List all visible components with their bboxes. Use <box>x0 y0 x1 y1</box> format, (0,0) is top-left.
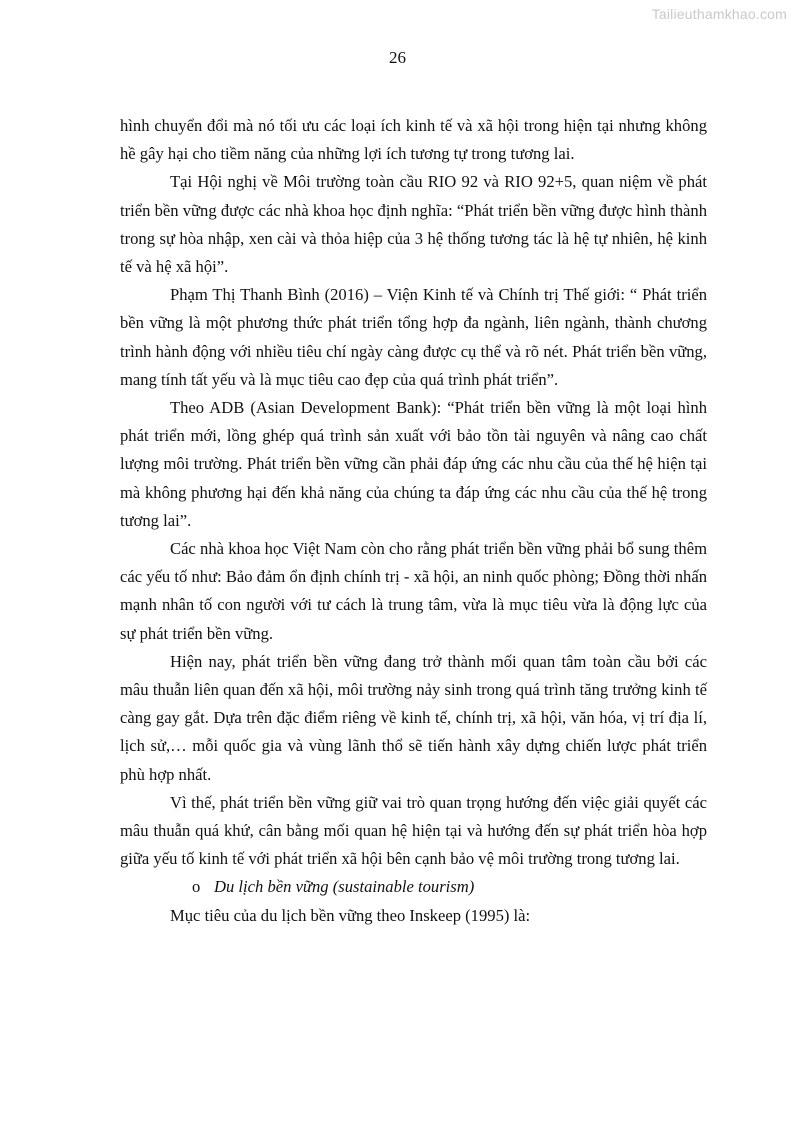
paragraph-adb-definition: Theo ADB (Asian Development Bank): “Phát triển bền vững là một loại hình phát triển mới, lồng ghép quá trình sản xuất với bảo tồn tài nguyên và nâng cao chất lượng môi trường. Phát triển bền vững cần phải đáp ứng các nhu cầu của thế hệ hiện tại mà không phương hại đến khả năng của chúng ta đáp ứng các nhu cầu của thế hệ trong tương lai”. <box>120 398 707 530</box>
bullet-heading: Du lịch bền vững (sustainable tourism) <box>214 877 475 897</box>
paragraph-current-concerns: Hiện nay, phát triển bền vững đang trở thành mối quan tâm toàn cầu bởi các mâu thuẫn liên quan đến xã hội, môi trường nảy sinh trong quá trình tăng trưởng kinh tế càng gay gắt. Dựa trên đặc điểm riêng về kinh tế, chính trị, xã hội, văn hóa, vị trí địa lí, lịch sử,… mỗi quốc gia và vùng lãnh thổ sẽ tiến hành xây dựng chiến lược phát triển phù hợp nhất. <box>120 651 707 784</box>
paragraph-vietnam-scientists: Các nhà khoa học Việt Nam còn cho rằng phát triển bền vững phải bổ sung thêm các yếu tố như: Bảo đảm ổn định chính trị - xã hội, an ninh quốc phòng; Đồng thời nhấn mạnh nhân tố con người với tư cách là trung tâm, vừa là mục tiêu vừa là động lực của sự phát triển bền vững. <box>120 539 707 643</box>
watermark: Tailieuthamkhao.com <box>651 6 787 22</box>
paragraph-continuation: hình chuyển đổi mà nó tối ưu các loại ích kinh tế và xã hội trong hiện tại nhưng không hề gây hại cho tiềm năng của những lợi ích tương tự trong tương lai. <box>120 116 707 164</box>
bullet-item-sustainable-tourism <box>120 873 707 901</box>
bullet-circle-icon: o <box>192 877 201 897</box>
paragraph-rio-definition: Tại Hội nghị về Môi trường toàn cầu RIO 92 và RIO 92+5, quan niệm về phát triển bền vững được các nhà khoa học định nghĩa: “Phát triển bền vững được hình thành trong sự hòa nhập, xen cài và thỏa hiệp của 3 hệ thống tương tác là hệ tự nhiên, hệ kinh tế và hệ xã hội”. <box>120 172 707 277</box>
paragraph-role-of-sustainability: Vì thế, phát triển bền vững giữ vai trò quan trọng hướng đến việc giải quyết các mâu thuẫn quá khứ, cân bằng mối quan hệ hiện tại và hướng đến sự phát triển hòa hợp giữa yếu tố kinh tế với phát triển xã hội bên cạnh bảo vệ môi trường trong tương lai. <box>120 792 707 869</box>
paragraph-pham-thi-thanh-binh: Phạm Thị Thanh Bình (2016) – Viện Kinh tế và Chính trị Thế giới: “ Phát triển bền vững là một phương thức phát triển tổng hợp đa ngành, liên ngành, thành chương trình hành động với nhiều tiêu chí ngày càng được cụ thể và rõ nét. Phát triển bền vững, mang tính tất yếu và là mục tiêu cao đẹp của quá trình phát triển”. <box>120 285 707 389</box>
document-body <box>120 112 707 930</box>
paragraph-inskeep-goals: Mục tiêu của du lịch bền vững theo Inskeep (1995) là: <box>170 905 531 925</box>
page-number: 26 <box>389 48 406 67</box>
